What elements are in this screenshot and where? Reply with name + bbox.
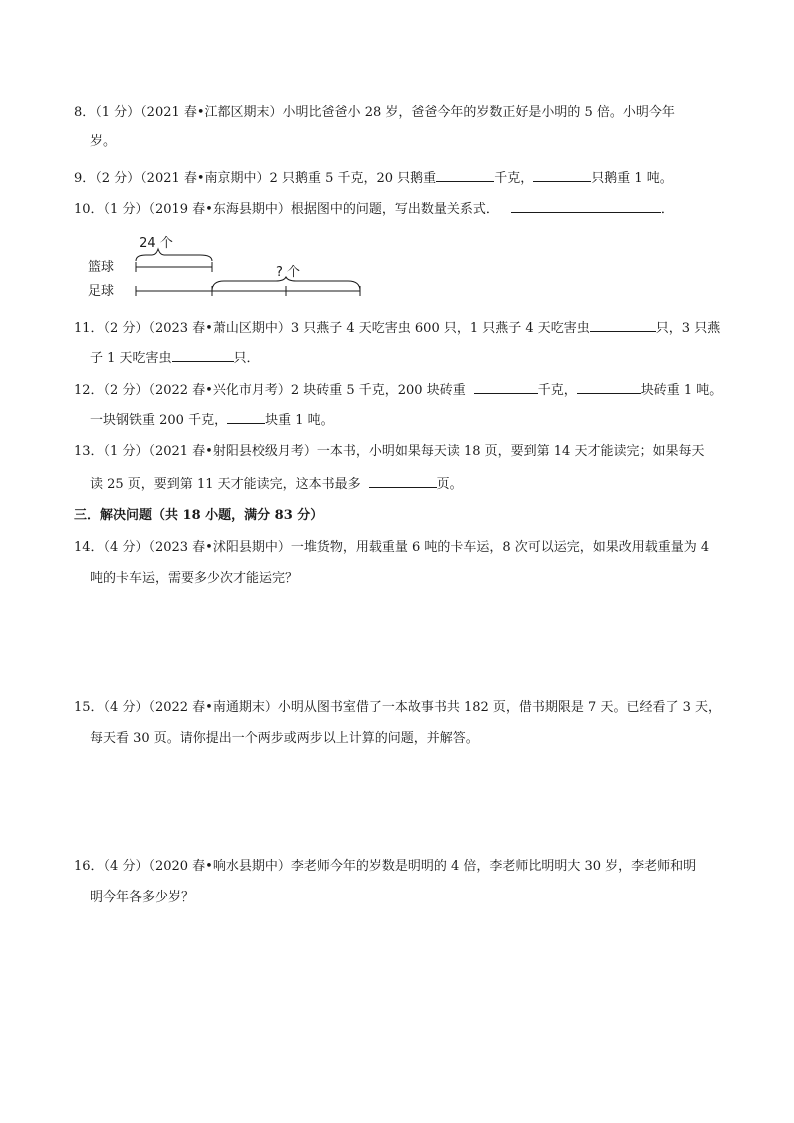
question-9-line — [74, 168, 724, 188]
question-8-text-end: 岁。 — [90, 134, 117, 149]
segment-diagram — [88, 233, 378, 303]
question-12-text-1: 12．（2 分）（2022 春•兴化市月考）2 块砖重 5 千克，200 块砖重 — [74, 383, 466, 398]
question-15-text-2: 每天看 30 页。请你提出一个两步或两步以上计算的问题，并解答。 — [90, 731, 479, 746]
question-13-text-3: 页。 — [436, 477, 463, 492]
section-heading: 三．解决问题（共 18 小题，满分 83 分） — [74, 508, 324, 523]
question-11-line-1 — [74, 318, 724, 338]
question-13-text-2: 读 25 页，要到第 11 天才能读完，这本书最多 — [90, 477, 361, 492]
question-9-text-1: 9．（2 分）（2021 春•南京期中）2 只鹅重 5 千克，20 只鹅重 — [74, 171, 437, 186]
question-12-text-5: 块重 1 吨。 — [265, 413, 334, 428]
question-16-text-2: 明今年各多少岁？ — [90, 890, 195, 905]
question-14-text-1: 14．（4 分）（2023 春•沭阳县期中）一堆货物，用载重量 6 吨的卡车运，8 次可以运完，如果改用载重量为 4 — [74, 540, 710, 555]
question-8-text: 8．（1 分）（2021 春•江都区期末）小明比爸爸小 28 岁，爸爸今年的岁数正好是小明的 5 倍。小明今年 — [74, 105, 675, 120]
question-13-line-1 — [74, 443, 724, 461]
diagram-row1-label: 篮球 — [88, 260, 115, 275]
question-12-line-2 — [90, 410, 740, 430]
answer-blank[interactable] — [511, 199, 661, 213]
question-11-text-1: 11．（2 分）（2023 春•萧山区期中）3 只燕子 4 天吃害虫 600 只，1 只燕子 4 天吃害虫 — [74, 321, 590, 336]
question-15-text-1: 15．（4 分）（2022 春•南通期末）小明从图书室借了一本故事书共 182 页，借书期限是 7 天。已经看了 3 天， — [74, 700, 721, 715]
answer-blank[interactable] — [533, 168, 591, 182]
diagram-top-label: 24 个 — [139, 236, 173, 251]
question-16-line-1 — [74, 858, 724, 876]
question-11-text-4: 只． — [233, 351, 260, 366]
diagram-question-label: ? 个 — [275, 265, 301, 280]
answer-blank[interactable] — [436, 168, 494, 182]
answer-blank[interactable] — [474, 380, 538, 394]
question-15-line-2 — [90, 730, 740, 748]
question-8-line-1 — [74, 104, 724, 122]
diagram-row2-label: 足球 — [88, 284, 115, 299]
answer-blank[interactable] — [172, 348, 234, 362]
question-9-text-2: 千克， — [494, 171, 534, 186]
question-16-line-2 — [90, 889, 740, 907]
question-12-text-4: 一块钢铁重 200 千克， — [90, 413, 228, 428]
question-12-text-3: 块砖重 1 吨。 — [640, 383, 723, 398]
question-9-text-3: 只鹅重 1 吨。 — [591, 171, 673, 186]
question-16-text-1: 16．（4 分）（2020 春•响水县期中）李老师今年的岁数是明明的 4 倍，李老师比明明大 30 岁，李老师和明 — [74, 859, 697, 874]
question-14-line-2 — [90, 570, 740, 588]
answer-blank[interactable] — [590, 318, 656, 332]
question-10-text-1: 10．（1 分）（2019 春•东海县期中）根据图中的问题，写出数量关系式． — [74, 202, 499, 217]
answer-blank[interactable] — [577, 380, 641, 394]
answer-blank[interactable] — [369, 474, 437, 488]
question-15-line-1 — [74, 699, 724, 717]
question-13-line-2 — [90, 474, 740, 494]
question-11-text-3: 子 1 天吃害虫 — [90, 351, 172, 366]
question-12-line-1 — [74, 380, 724, 400]
question-14-text-2: 吨的卡车运，需要多少次才能运完？ — [90, 571, 299, 586]
question-8-line-2 — [90, 133, 740, 151]
question-12-text-2: 千克， — [537, 383, 577, 398]
question-10-line — [74, 199, 724, 219]
question-14-line-1 — [74, 539, 724, 557]
question-11-text-2: 只，3 只燕 — [655, 321, 721, 336]
answer-blank[interactable] — [227, 410, 265, 424]
question-13-text-1: 13．（1 分）（2021 春•射阳县校级月考）一本书，小明如果每天读 18 页，要到第 14 天才能读完；如果每天 — [74, 444, 705, 459]
question-11-line-2 — [90, 348, 740, 368]
question-10-text-2: ． — [660, 202, 674, 217]
